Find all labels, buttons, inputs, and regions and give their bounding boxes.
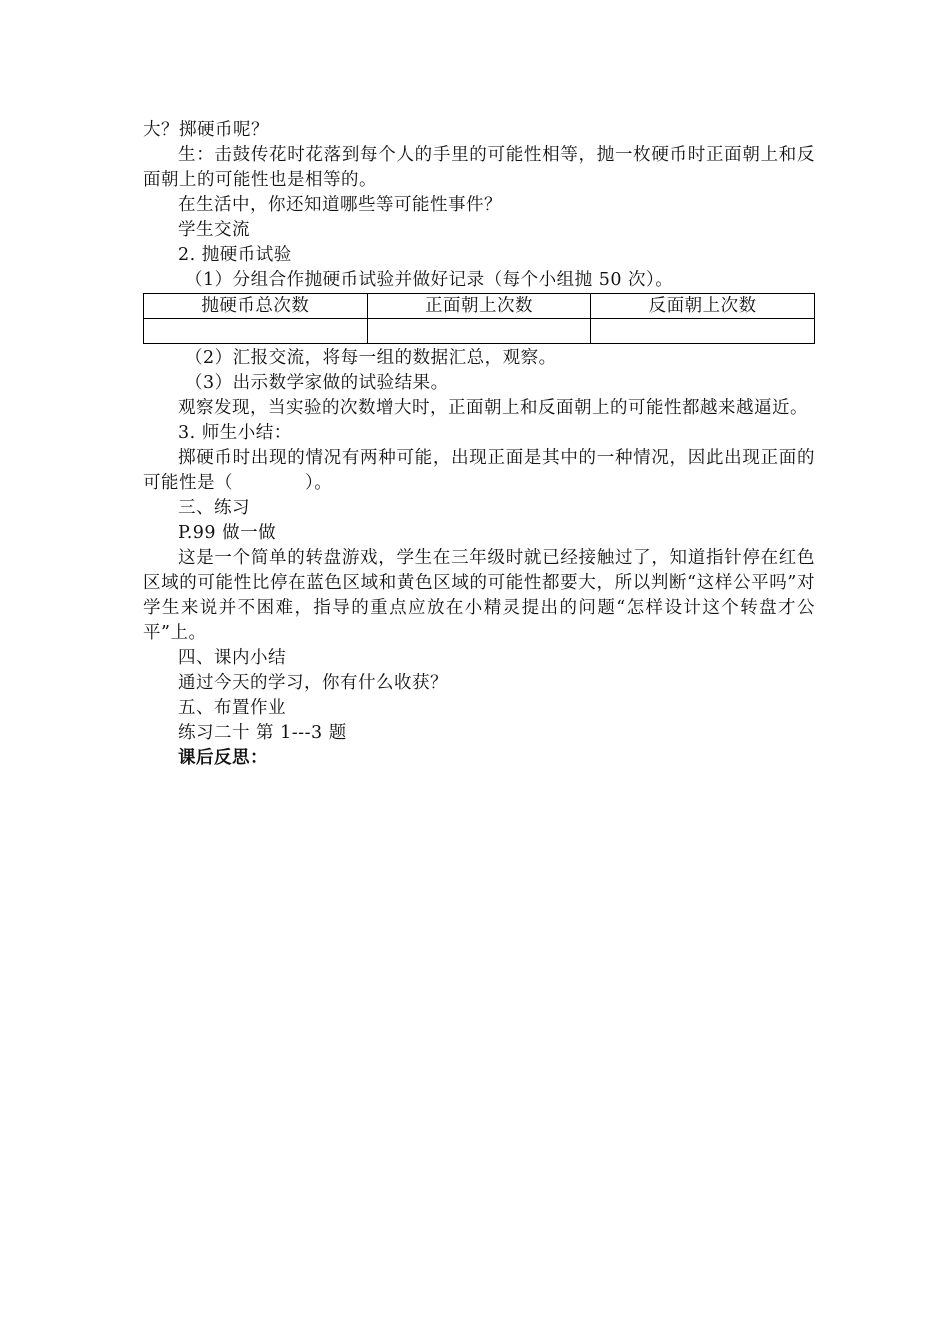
lesson-content xyxy=(143,118,815,771)
section-heading: 三、练习 xyxy=(178,498,250,518)
exercise-paragraph: 这是一个简单的转盘游戏，学生在三年级时就已经接触过了，知道指针停在红色区域的可能性比停在蓝色区域和黄色区域的可能性都要大，所以判断“这样公平吗”对学生来说并不困难，指导的重点应放在小精灵提出的问题“怎样设计这个转盘才公平”上。 xyxy=(143,548,815,643)
text-line: 学生交流 xyxy=(178,220,250,240)
section-heading: 五、布置作业 xyxy=(178,698,286,718)
text-line: （3）出示数学家做的试验结果。 xyxy=(185,373,449,393)
text-line: 大？掷硬币呢？ xyxy=(143,120,269,140)
text-line: 通过今天的学习，你有什么收获？ xyxy=(178,673,448,693)
summary-text-end: ）。 xyxy=(305,473,333,493)
summary-text: 掷硬币时出现的情况有两种可能，出现正面是其中的一种情况，因此出现正面的可能性是（ xyxy=(143,448,815,493)
table-row xyxy=(144,319,815,344)
section-heading: 2. 抛硬币试验 xyxy=(178,245,292,265)
table-header-cell: 正面朝上次数 xyxy=(367,294,591,319)
table-cell xyxy=(591,319,815,344)
table-header-row xyxy=(144,294,815,319)
section-heading: 四、课内小结 xyxy=(178,648,286,668)
text-line: P.99 做一做 xyxy=(178,523,277,543)
text-line: （2）汇报交流，将每一组的数据汇总，观察。 xyxy=(185,348,557,368)
section-heading: 3. 师生小结： xyxy=(178,423,292,443)
text-line: 在生活中，你还知道哪些等可能性事件？ xyxy=(178,195,502,215)
table-header-cell: 反面朝上次数 xyxy=(591,294,815,319)
summary-paragraph xyxy=(143,446,815,496)
table-cell xyxy=(367,319,591,344)
text-line: （1）分组合作抛硬币试验并做好记录（每个小组抛 50 次）。 xyxy=(185,270,674,290)
text-line: 练习二十 第 1---3 题 xyxy=(178,723,347,743)
table-header-cell: 抛硬币总次数 xyxy=(144,294,368,319)
reflection-heading: 课后反思： xyxy=(178,748,268,768)
coin-toss-record-table xyxy=(143,293,815,344)
observation-paragraph: 观察发现，当实验的次数增大时，正面朝上和反面朝上的可能性都越来越逼近。 xyxy=(178,398,808,418)
student-answer-paragraph: 生：击鼓传花时花落到每个人的手里的可能性相等，抛一枚硬币时正面朝上和反面朝上的可能性也是相等的。 xyxy=(143,145,815,190)
table-cell xyxy=(144,319,368,344)
